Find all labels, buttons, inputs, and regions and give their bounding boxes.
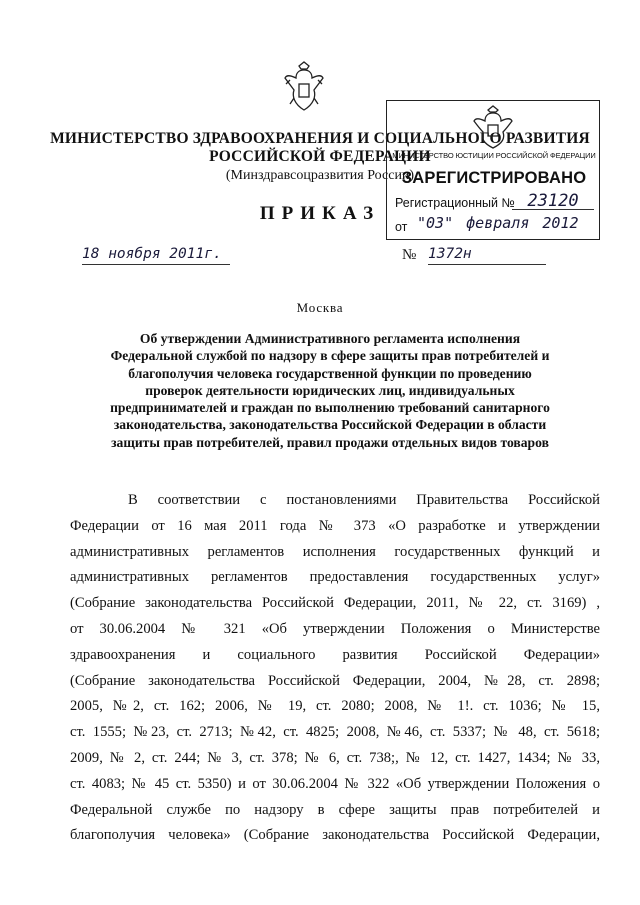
registration-stamp (386, 100, 600, 240)
title-line: Об утверждении Административного регламента исполнения (139, 331, 521, 346)
stamp-date-prefix: от (395, 220, 408, 234)
body-line: ст. 4083; № 45 ст. 5350) и от 30.06.2004 № 322 «Об утверждении Положения о (70, 775, 600, 792)
russian-coat-of-arms-icon (282, 60, 326, 116)
document-type: ПРИКАЗ (259, 203, 381, 224)
city: Москва (296, 300, 344, 315)
title-line: предпринимателей и граждан по выполнению требований санитарного (110, 400, 550, 416)
ministry-name-line2: РОССИЙСКОЙ ФЕДЕРАЦИИ (209, 148, 431, 165)
body-line: 2005, №2, ст. 162; 2006, № 19, ст. 2080; 2008, № 1!. ст. 1036; № 15, (70, 698, 600, 715)
order-number: 1372н (428, 246, 546, 265)
body-line: (Собрание законодательства Российской Федерации, 2004, №28, ст. 2898; (70, 672, 600, 689)
ministry-short-name: (Минздравсоцразвития России) (225, 168, 415, 183)
body-line: здравоохранения и социального развития Российской Федерации» (70, 646, 600, 663)
stamp-date-day: "03" (417, 214, 454, 232)
russian-coat-of-arms-icon (471, 105, 515, 151)
title-line: благополучия человека государственной функции по проведению (128, 365, 532, 381)
body-line: от 30.06.2004 № 321 «Об утверждении Положения о Министерстве (70, 620, 600, 637)
title-line: законодательства, законодательства Российской Федерации в области (113, 417, 547, 433)
body-paragraph (70, 488, 600, 849)
body-line: В соответствии с постановлениями Правительства Российской (128, 492, 600, 508)
stamp-reg-number: 23120 (512, 191, 594, 210)
body-line: Федерации от 16 мая 2011 года № 373 «О разработке и утверждении (70, 517, 600, 534)
title-line: защиты прав потребителей, правил продажи отдельных видов товаров (111, 434, 549, 450)
body-line: ст. 1555; №23, ст. 2713; №42, ст. 4825; 2008, №46, ст. 5337; № 48, ст. 5618; (70, 724, 600, 741)
document-title (60, 330, 600, 451)
order-number-label: № (402, 247, 417, 263)
ministry-name-line1: МИНИСТЕРСТВО ЗДРАВООХРАНЕНИЯ И СОЦИАЛЬНОГО РАЗВИТИЯ (50, 130, 590, 147)
stamp-ministry-name: МИНИСТЕРСТВО ЮСТИЦИИ РОССИЙСКОЙ ФЕДЕРАЦИИ (392, 151, 596, 160)
signing-date: 18 ноября 2011г. (82, 246, 230, 265)
body-line: (Собрание законодательства Российской Федерации, 2011, № 22, ст. 3169) , (70, 595, 600, 612)
stamp-reg-label: Регистрационный № (395, 196, 515, 210)
body-line: административных регламентов предоставления государственных услуг» (70, 569, 600, 586)
title-line: Федеральной службой по надзору в сфере защиты прав потребителей и (110, 348, 550, 364)
stamp-date-month: февраля (466, 214, 530, 232)
stamp-date-year: 2012 (542, 214, 579, 232)
stamp-status: ЗАРЕГИСТРИРОВАНО (401, 169, 587, 187)
body-line: благополучия человека» (Собрание законодательства Российской Федерации, (70, 827, 600, 844)
body-line: 2009, № 2, ст. 244; № 3, ст. 378; № 6, ст. 738;, № 12, ст. 1427, 1434; № 33, (70, 749, 600, 766)
stamp-date (417, 214, 589, 232)
body-line: административных регламентов исполнения государственных функций и (70, 543, 600, 560)
body-line: Федеральной службе по надзору в сфере защиты прав потребителей и (70, 801, 600, 818)
title-line: проверок деятельности юридических лиц, индивидуальных (145, 382, 515, 398)
